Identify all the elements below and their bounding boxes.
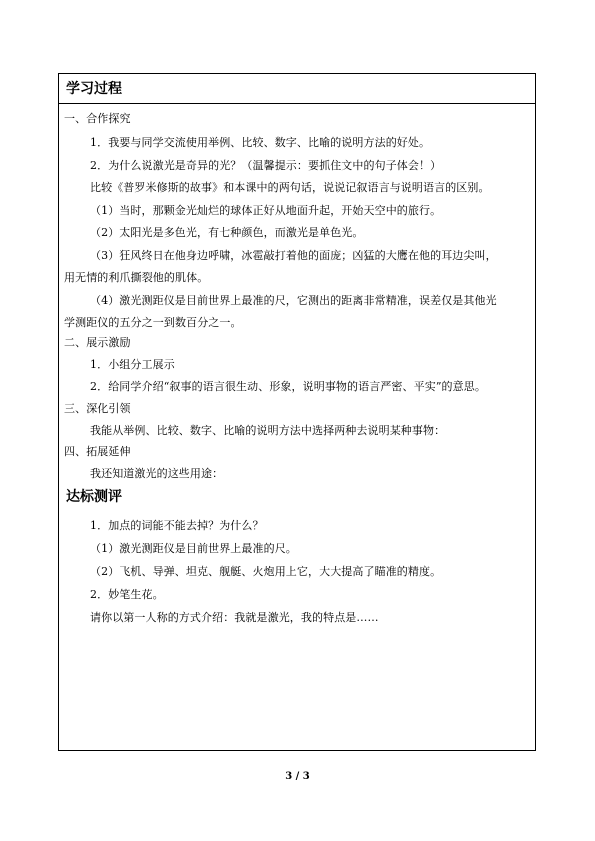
section-title-cooperate: 一、合作探究 [64, 112, 131, 125]
question-2: 2．为什么说激光是奇异的光？（温馨提示：要抓住文中的句子体会！） [90, 159, 442, 172]
compare-sentence-3a: （3）狂风终日在他身边呼啸，冰雹敲打着他的面庞；凶猛的大鹰在他的耳边尖叫， [90, 249, 497, 262]
compare-sentence-2: （2）太阳光是多色光，有七种颜色，而激光是单色光。 [90, 226, 364, 239]
page-number: 3 / 3 [285, 771, 310, 782]
section-title-deepen: 三、深化引领 [64, 402, 131, 415]
section-title-extend: 四、拓展延伸 [64, 445, 131, 458]
compare-sentence-4a: （4）激光测距仪是目前世界上最准的尺，它测出的距离非常精准，误差仅是其他光 [90, 294, 497, 307]
section-heading-process: 学习过程 [66, 81, 122, 97]
eval-question-2: 2．妙笔生花。 [90, 588, 164, 601]
showcase-item-2: 2．给同学介绍“叙事的语言很生动、形象，说明事物的语言严密、平实”的意思。 [90, 380, 486, 393]
question-1: 1．我要与同学交流使用举例、比较、数字、比喻的说明方法的好处。 [90, 136, 431, 149]
extend-text: 我还知道激光的这些用途： [90, 467, 224, 480]
compare-instruction: 比较《普罗米修斯的故事》和本课中的两句话，说说记叙语言与说明语言的区别。 [90, 181, 490, 194]
compare-sentence-1: （1）当时，那颗金光灿烂的球体正好从地面升起，开始天空中的旅行。 [90, 204, 442, 217]
deepen-text: 我能从举例、比较、数字、比喻的说明方法中选择两种去说明某种事物： [90, 424, 446, 437]
eval-question-1: 1．加点的词能不能去掉？为什么？ [90, 519, 264, 532]
showcase-item-1: 1．小组分工展示 [90, 358, 175, 371]
section-title-showcase: 二、展示激励 [64, 336, 131, 349]
compare-sentence-4b: 学测距仪的五分之一到数百分之一。 [64, 316, 242, 329]
eval-question-1b: （2）飞机、导弹、坦克、舰艇、火炮用上它，大大提高了瞄准的精度。 [90, 565, 442, 578]
compare-sentence-3b: 用无情的利爪撕裂他的肌体。 [64, 271, 209, 284]
eval-question-2-text: 请你以第一人称的方式介绍：我就是激光，我的特点是…… [90, 611, 379, 624]
eval-question-1a: （1）激光测距仪是目前世界上最准的尺。 [90, 542, 297, 555]
heading-divider [58, 103, 536, 104]
section-heading-evaluation: 达标测评 [66, 489, 122, 505]
